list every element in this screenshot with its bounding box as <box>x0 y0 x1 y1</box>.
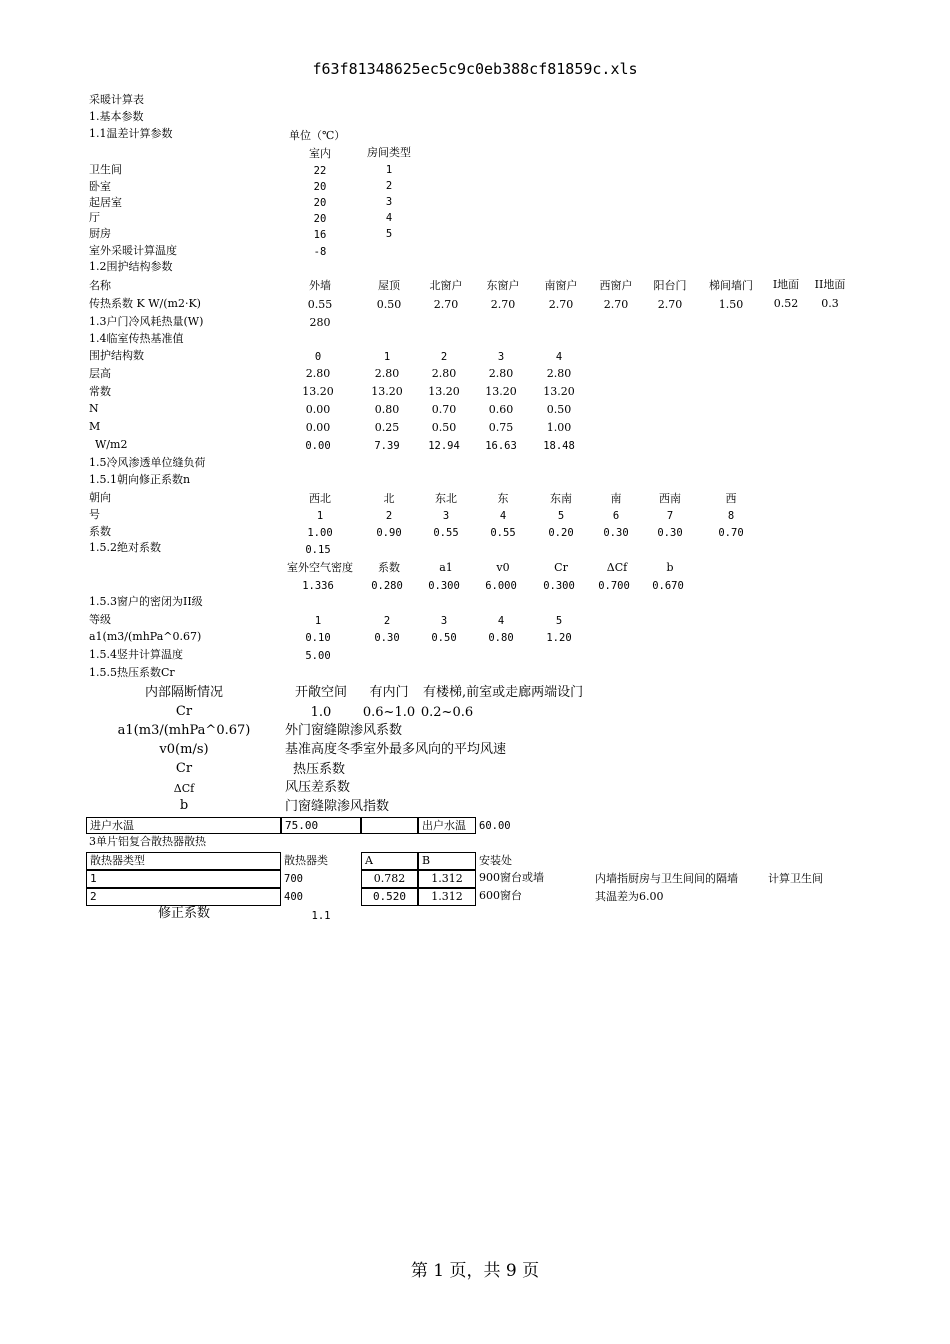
file-title: f63f81348625ec5c9c0eb388cf81859c.xls <box>312 60 638 78</box>
orient-coef: 0.55 <box>433 527 459 539</box>
k-label: 传热系数 K W/(m2·K) <box>89 297 201 310</box>
orient-dir: 西南 <box>659 492 681 505</box>
adj-cell: 0.00 <box>305 403 331 416</box>
water-in-label: 进户水温 <box>90 819 134 832</box>
adj-cell: 0.70 <box>431 403 457 416</box>
orient-coef: 1.00 <box>307 527 333 539</box>
partition-option: 开敞空间 <box>294 685 348 700</box>
adj-cell: 0.50 <box>431 421 457 434</box>
coef-a-cell <box>361 870 418 888</box>
k-value: 2.70 <box>548 298 574 311</box>
section-adjacent-room: 1.4临室传热基准值 <box>89 332 184 345</box>
adj-cell: 1.00 <box>546 421 572 434</box>
orient-dir: 北 <box>383 492 395 505</box>
section-radiator: 3单片铝复合散热器散热 <box>89 835 206 848</box>
envelope-header: 外墙 <box>309 279 331 292</box>
envelope-header: I地面 <box>772 278 800 291</box>
orient-num: 3 <box>442 510 450 522</box>
table-row <box>86 888 281 906</box>
air-param-header: 系数 <box>378 561 400 574</box>
orient-dir: 东 <box>497 492 509 505</box>
air-param-header: ΔCf <box>606 561 628 574</box>
air-param-value: 6.000 <box>485 580 517 592</box>
adj-cell: 2 <box>440 351 448 363</box>
adj-cell: 16.63 <box>485 440 517 452</box>
door-heat-value: 280 <box>309 316 331 329</box>
adj-cell: 0.50 <box>546 403 572 416</box>
section-orientation: 1.5.1朝向修正系数n <box>89 473 191 486</box>
orient-coef: 0.90 <box>376 527 402 539</box>
orient-num-label: 号 <box>89 508 100 521</box>
col-indoor: 室内 <box>309 147 331 160</box>
section-absolute-coef: 1.5.2绝对系数 <box>89 541 161 554</box>
page-indicator: 第 1 页，共 9 页 <box>410 1261 540 1281</box>
level-label: 等级 <box>89 613 111 626</box>
adj-cell: 0.60 <box>488 403 514 416</box>
unit-label: 单位（℃） <box>289 129 346 142</box>
outdoor-temp-label: 室外采暖计算温度 <box>89 244 177 257</box>
section-infiltration: 1.5冷风渗透单位缝负荷 <box>89 456 206 469</box>
envelope-header: 北窗户 <box>429 279 463 292</box>
air-param-value: 0.700 <box>598 580 630 592</box>
a1-value: 0.30 <box>374 632 400 644</box>
orient-num: 2 <box>385 510 393 522</box>
coef-b: 1.312 <box>431 890 463 903</box>
orient-dir: 南 <box>610 492 622 505</box>
radiator-kind: 400 <box>284 891 303 903</box>
adj-cell: 12.94 <box>428 440 460 452</box>
k-value: 0.3 <box>821 297 839 310</box>
adj-cell: 13.20 <box>485 385 517 398</box>
room-type: 1 <box>385 164 393 176</box>
col-b-header: B <box>422 854 431 867</box>
adj-cell: 1 <box>383 351 391 363</box>
level-num: 1 <box>314 615 322 627</box>
orient-coef: 0.30 <box>657 527 683 539</box>
room-temp: 22 <box>313 165 327 177</box>
level-num: 3 <box>440 615 448 627</box>
legend-symbol: v0(m/s) <box>159 742 209 757</box>
envelope-header: 屋顶 <box>378 279 400 292</box>
orient-label: 朝向 <box>89 491 111 504</box>
orient-num: 7 <box>666 510 674 522</box>
coef-a: 0.782 <box>373 872 406 885</box>
coef-a: 0.520 <box>372 890 407 903</box>
section-envelope: 1.2围护结构参数 <box>89 260 173 273</box>
adj-cell: 0.75 <box>488 421 514 434</box>
air-param-value: 0.300 <box>543 580 575 592</box>
adj-cell: 2.80 <box>488 367 514 380</box>
orient-dir: 东北 <box>435 492 457 505</box>
radiator-type: 1 <box>90 872 97 885</box>
room-name: 卫生间 <box>89 163 122 176</box>
orient-num: 4 <box>499 510 507 522</box>
legend-symbol: Cr <box>175 761 193 776</box>
a1-value: 0.80 <box>488 632 514 644</box>
room-type: 3 <box>385 196 393 208</box>
adj-row-label: 层高 <box>89 367 111 380</box>
room-name: 卧室 <box>89 180 111 193</box>
adj-cell: 18.48 <box>543 440 575 452</box>
col-room-type: 房间类型 <box>367 146 411 159</box>
legend-desc: 风压差系数 <box>285 780 351 795</box>
room-type: 2 <box>385 180 393 192</box>
adj-cell: 13.20 <box>371 385 403 398</box>
radiator-type: 2 <box>90 890 97 903</box>
orient-coef: 0.55 <box>490 527 516 539</box>
water-out-value: 60.00 <box>479 820 511 832</box>
room-name: 起居室 <box>89 196 122 209</box>
outdoor-temp-value: -8 <box>313 246 327 258</box>
water-out-label: 出户水温 <box>422 819 466 832</box>
water-out-label-cell <box>418 817 476 834</box>
legend-desc: 基准高度冬季室外最多风向的平均风速 <box>285 742 507 757</box>
level-num: 5 <box>555 615 563 627</box>
section-window-seal: 1.5.3窗户的密闭为II级 <box>89 595 203 608</box>
envelope-header: 西窗户 <box>599 279 633 292</box>
section-door-heat: 1.3户门冷风耗热量(W) <box>89 315 204 328</box>
orient-coef-label: 系数 <box>89 525 111 538</box>
air-param-header: a1 <box>439 561 453 574</box>
room-type: 4 <box>385 212 393 224</box>
envelope-header: 梯间墙门 <box>709 279 753 292</box>
adj-cell: 13.20 <box>302 385 334 398</box>
adj-row-label: W/m2 <box>95 438 128 451</box>
radiator-kind-header: 散热器类 <box>284 854 328 867</box>
adj-cell: 3 <box>497 351 505 363</box>
orient-coef: 0.30 <box>603 527 629 539</box>
radiator-type-header: 散热器类型 <box>90 854 145 867</box>
partition-option: 有楼梯,前室或走廊两端设门 <box>423 685 584 700</box>
empty-cell <box>361 817 418 834</box>
room-temp: 20 <box>313 181 327 193</box>
air-param-header: b <box>666 561 674 574</box>
water-in-value: 75.00 <box>285 819 319 832</box>
coef-b: 1.312 <box>431 872 463 885</box>
legend-desc: 外门窗缝隙渗风系数 <box>285 723 403 738</box>
orient-num: 5 <box>557 510 565 522</box>
air-param-value: 0.300 <box>428 580 460 592</box>
adj-cell: 7.39 <box>374 440 400 452</box>
orient-dir: 东南 <box>550 492 572 505</box>
adj-row-label: 常数 <box>89 385 111 398</box>
orient-num: 8 <box>727 510 735 522</box>
envelope-header: II地面 <box>814 278 846 291</box>
air-param-header: v0 <box>496 561 510 574</box>
envelope-name-label: 名称 <box>89 279 111 292</box>
adj-cell: 0.00 <box>305 421 331 434</box>
air-param-header: 室外空气密度 <box>287 561 353 574</box>
water-in-label-cell <box>86 817 281 834</box>
adj-cell: 0.25 <box>374 421 400 434</box>
room-temp: 16 <box>313 229 327 241</box>
adj-cell: 2.80 <box>431 367 457 380</box>
adj-row-label: 围护结构数 <box>89 349 144 362</box>
k-value: 1.50 <box>718 298 744 311</box>
adj-cell: 2.80 <box>546 367 572 380</box>
coef-b-cell <box>418 870 476 888</box>
col-a-header-cell <box>361 852 418 870</box>
envelope-header: 南窗户 <box>544 279 578 292</box>
air-param-value: 0.670 <box>652 580 684 592</box>
k-value: 2.70 <box>603 298 629 311</box>
wall-note: 内墙指厨房与卫生间间的隔墙 <box>595 872 738 885</box>
orient-dir: 西 <box>725 492 737 505</box>
cr-value: 1.0 <box>310 705 332 720</box>
orient-coef: 0.20 <box>548 527 574 539</box>
shaft-temp-value: 5.00 <box>305 650 331 662</box>
section-temp-diff: 1.1温差计算参数 <box>89 127 173 140</box>
level-num: 4 <box>497 615 505 627</box>
adj-cell: 0.00 <box>305 440 331 452</box>
adj-cell: 0.80 <box>374 403 400 416</box>
partition-label: 内部隔断情况 <box>144 685 224 700</box>
legend-desc: 热压系数 <box>293 762 346 777</box>
a1-label: a1(m3/(mhPa^0.67) <box>89 630 202 643</box>
a1-value: 0.10 <box>305 632 331 644</box>
k-value: 2.70 <box>490 298 516 311</box>
cr-value: 0.2~0.6 <box>420 705 474 720</box>
correction-value: 1.1 <box>311 910 331 922</box>
a1-value: 1.20 <box>546 632 572 644</box>
a1-value: 0.50 <box>431 632 457 644</box>
legend-symbol: b <box>179 798 189 813</box>
orient-num: 6 <box>612 510 620 522</box>
install-location: 600窗台 <box>479 889 522 902</box>
cr-label: Cr <box>175 704 193 719</box>
calc-note: 计算卫生间 <box>768 872 823 885</box>
k-value: 0.55 <box>307 298 333 311</box>
orient-dir: 西北 <box>309 492 331 505</box>
orient-coef: 0.70 <box>718 527 744 539</box>
cr-value: 0.6~1.0 <box>362 705 416 720</box>
room-temp: 20 <box>313 213 327 225</box>
radiator-kind: 700 <box>284 873 303 885</box>
k-value: 2.70 <box>433 298 459 311</box>
install-location: 900窗台或墙 <box>479 871 544 884</box>
water-in-value-cell <box>281 817 361 834</box>
adj-cell: 13.20 <box>543 385 575 398</box>
partition-option: 有内门 <box>369 685 409 700</box>
air-param-header: Cr <box>554 561 568 574</box>
adj-row-label: M <box>89 420 101 433</box>
adj-row-label: N <box>89 402 99 415</box>
orient-num: 1 <box>316 510 324 522</box>
sheet-title: 采暖计算表 <box>89 93 144 106</box>
table-row <box>86 870 281 888</box>
k-value: 2.70 <box>657 298 683 311</box>
air-param-value: 1.336 <box>302 580 334 592</box>
k-value: 0.52 <box>773 297 799 310</box>
section-shaft-temp: 1.5.4竖井计算温度 <box>89 648 183 661</box>
section-basic-params: 1.基本参数 <box>89 110 144 123</box>
legend-desc: 门窗缝隙渗风指数 <box>285 799 390 814</box>
room-name: 厨房 <box>89 227 111 240</box>
air-param-value: 0.280 <box>371 580 403 592</box>
adj-cell: 4 <box>555 351 563 363</box>
legend-symbol: ΔCf <box>173 782 195 795</box>
col-b-header-cell <box>418 852 476 870</box>
coef-a-cell <box>361 888 418 906</box>
absolute-coef-value: 0.15 <box>305 544 331 556</box>
adj-cell: 0 <box>314 351 322 363</box>
col-a-header: A <box>365 854 373 867</box>
install-header: 安装处 <box>479 854 512 867</box>
legend-symbol: a1(m3/(mhPa^0.67) <box>117 723 251 738</box>
radiator-type-header-cell <box>86 852 281 870</box>
coef-b-cell <box>418 888 476 906</box>
envelope-header: 阳台门 <box>653 279 687 292</box>
section-stack-coef: 1.5.5热压系数Cr <box>89 666 175 679</box>
level-num: 2 <box>383 615 391 627</box>
room-type: 5 <box>385 228 393 240</box>
adj-cell: 2.80 <box>305 367 331 380</box>
temp-diff-note: 其温差为6.00 <box>595 890 664 903</box>
correction-label: 修正系数 <box>157 906 211 921</box>
k-value: 0.50 <box>376 298 402 311</box>
envelope-header: 东窗户 <box>486 279 520 292</box>
adj-cell: 2.80 <box>374 367 400 380</box>
adj-cell: 13.20 <box>428 385 460 398</box>
room-temp: 20 <box>313 197 327 209</box>
room-name: 厅 <box>89 211 100 224</box>
